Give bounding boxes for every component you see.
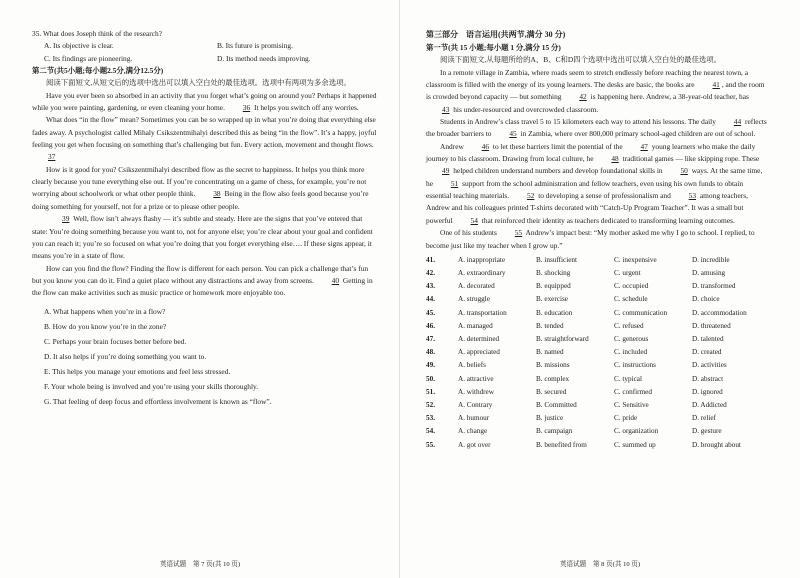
choice-number: 47. [426, 335, 435, 344]
choice-option: C. communication [614, 308, 668, 317]
paragraph-text: in Zambia, where over 800,000 primary school-aged children are out of school. [518, 129, 756, 139]
choice-option: A. humour [458, 414, 490, 423]
choice-option: D. choice [692, 295, 720, 304]
choice-option: C. inexpensive [614, 255, 657, 264]
choice-option: B. secured [536, 387, 567, 396]
cloze-paragraph [426, 116, 770, 141]
choice-number: 48. [426, 348, 435, 357]
option-item: F. Your whole being is involved and you’re using your skills thoroughly. [44, 381, 259, 391]
paragraph-text: is happening here. Andrew, a 38-year-old teacher, has [588, 92, 749, 102]
paragraph-text: Have you ever been so absorbed in an activity that you forget what’s going on around you? Perhaps it happened while you were painting, gardening, or even cleaning your home. [32, 90, 377, 113]
choice-option: C. schedule [614, 295, 648, 304]
blank-55: 55 [514, 228, 523, 238]
choice-option: A. managed [458, 321, 493, 330]
choice-row [426, 386, 770, 399]
blank-46: 46 [481, 141, 490, 151]
section1-title: 第一节(共 15 小题;每小题 1 分,满分 15 分) [426, 43, 561, 52]
choice-number: 43. [426, 282, 435, 291]
cloze-paragraph [426, 67, 770, 116]
option-item: A. What happens when you’re in a flow? [44, 306, 166, 316]
choice-option: C. refused [614, 321, 644, 330]
choice-option: D. incredible [692, 255, 730, 264]
paragraph-text: reflects the broader barriers to [426, 117, 767, 139]
paragraph-text: his under-resourced and overcrowded classroom. [451, 104, 599, 114]
choice-option: B. campaign [536, 427, 573, 436]
choice-option: A. decorated [458, 282, 495, 291]
choice-option: D. talented [692, 335, 724, 344]
left-passage-paragraph [32, 213, 378, 262]
q35-option-c: C. Its findings are pioneering. [44, 53, 133, 63]
choice-option: B. insufficient [536, 255, 577, 264]
part3-title: 第三部分 语言运用(共两节,满分 30 分) [426, 30, 566, 39]
choice-row [426, 254, 770, 267]
paragraph-text: One of his students [440, 228, 499, 238]
left-passage-paragraph [32, 164, 378, 213]
choice-option: D. created [692, 348, 722, 357]
blank-37: 37 [48, 152, 56, 162]
choice-option: B. equipped [536, 282, 571, 291]
paragraph-text: Getting in the flow can make activities such as music practice or homework more enjoyable too. [32, 275, 373, 298]
blank-49: 49 [442, 166, 450, 176]
q35-option-a: A. Its objective is clear. [44, 41, 114, 51]
choice-row [426, 399, 770, 412]
paragraph-text: It helps you switch off any worries. [252, 103, 359, 113]
choice-option: C. typical [614, 374, 642, 383]
paragraph-text: helped children understand numbers and develop foundational skills in [451, 166, 665, 176]
page-footer-left: 英语试题 第 7 页(共 10 页) [159, 561, 241, 568]
choice-option: B. benefited from [536, 440, 587, 449]
choice-option: C. urgent [614, 269, 641, 278]
blank-52: 52 [526, 191, 535, 201]
blank-51: 51 [450, 178, 459, 188]
choice-option: A. withdrew [458, 387, 494, 396]
right-page [400, 0, 800, 578]
choice-option: A. extraordinary [458, 269, 506, 278]
blank-47: 47 [640, 141, 648, 151]
left-passage-paragraph [32, 114, 378, 163]
choice-row [426, 412, 770, 425]
paragraph-text: What does “in the flow” mean? Sometimes you can be so wrapped up in what you’re doing that everything else fades away. A psychologist called Mihaly Csikszentmihalyi described this as being “in the flow”. It’s a happy, joyful feeling you get when focusing on something that’s challenging but fun. Every action, movement and thought flows. [32, 115, 377, 150]
paragraph-text: that reinforced their identity as teachers dedicated to transforming learning outcomes. [479, 215, 735, 225]
paragraph-text: Well, flow isn’t always flashy — it’s subtle and steady. Here are the signs that you’ve entered that state: You’re doing something because you want to, not for anyone else; you’re clear about your goal and confident you can reach it; you’re so focused on what you’re doing that you forget everything else…. If these signs appear, it means you’re in a state of flow. [32, 214, 373, 261]
option-item: C. Perhaps your brain focuses better before bed. [44, 336, 187, 346]
choice-number: 53. [426, 414, 435, 423]
choice-option: A. determined [458, 335, 500, 344]
choice-option: D. abstract [692, 374, 724, 383]
choice-option: C. pride [614, 414, 638, 423]
choice-option: D. Addicted [692, 401, 727, 410]
choice-option: A. change [458, 427, 488, 436]
blank-44: 44 [733, 117, 742, 127]
blank-43: 43 [442, 104, 450, 114]
choice-option: B. Committed [536, 401, 577, 410]
paragraph-text: young learners who make the daily journey to his classroom. Drawing from local culture, he [426, 141, 756, 164]
choice-option: B. exercise [536, 295, 568, 304]
section1-instructions: 阅读下面短文,从每题所给的A、B、C和D四个选项中选出可以填入空白处的最佳选项。 [440, 55, 722, 65]
choice-option: B. missions [536, 361, 570, 370]
choice-option: B. tended [536, 321, 564, 330]
choice-number: 42. [426, 269, 435, 278]
paragraph-text: to let these barriers limit the potential of the [491, 141, 625, 151]
blank-42: 42 [579, 92, 587, 102]
cloze-passage [426, 67, 770, 252]
option-item: G. That feeling of deep focus and effortless involvement is known as “flow”. [44, 396, 272, 406]
choice-option: A. Contrary [458, 401, 493, 410]
left-passage-paragraph [32, 90, 378, 115]
choice-number: 50. [426, 374, 435, 383]
choice-option: B. justice [536, 414, 564, 423]
paragraph-text: In a remote village in Zambia, where roads seem to stretch endlessly before reaching the nearest town, a classroom is filled with the energy of its young learners. The desks are basic, the books are [426, 67, 749, 90]
paragraph-text: to developing a sense of professionalism and [536, 191, 673, 201]
choice-row [426, 359, 770, 372]
choice-option: D. transformed [692, 282, 736, 291]
choice-row [426, 280, 770, 293]
q35-option-d: D. Its method needs improving. [217, 53, 311, 63]
paragraph-text: support from the school administration and fellow teachers, even using his own funds to obtain essential teaching materials. [426, 178, 744, 201]
choice-option: D. accommodation [692, 308, 747, 317]
choice-option: D. threatened [692, 321, 731, 330]
choice-option: C. organization [614, 427, 659, 436]
seven-choose-five-options [32, 304, 378, 409]
choice-option: D. amusing [692, 269, 726, 278]
choice-row [426, 320, 770, 333]
left-passage-paragraph [32, 263, 378, 300]
choice-option: C. included [614, 348, 648, 357]
choice-number: 55. [426, 440, 435, 449]
choice-option: C. confirmed [614, 387, 652, 396]
option-item: B. How do you know you’re in the zone? [44, 321, 167, 331]
option-item: E. This helps you manage your emotions and feel less stressed. [44, 366, 231, 376]
choice-number: 51. [426, 387, 435, 396]
paragraph-text: , and the room is crowded beyond capacity — but something [426, 80, 765, 102]
blank-41: 41 [712, 80, 720, 90]
paragraph-text: Andrew’s impact best: “My mother asked me why I go to school. I replied, to become just like my teacher when I grow up.” [426, 228, 755, 250]
paragraph-text: Being in the flow also feels good because you’re doing something for yourself, not for a prize or to please other people. [32, 189, 369, 211]
blank-39: 39 [62, 214, 70, 224]
page-footer-right: 英语试题 第 8 页(共 10 页) [559, 561, 641, 568]
left-passage [32, 90, 378, 300]
choice-option: A. inappropriate [458, 255, 506, 264]
paragraph-text: How is it good for you? Csikszentmihalyi described flow as the secret to happiness. It helps you think more clearly because you tune everything else out. If you’re concentrating on a game of chess, for example, you’re not worrying about schoolwork or what other people think. [32, 164, 367, 199]
cloze-paragraph [426, 141, 770, 227]
choice-option: A. appreciated [458, 348, 500, 357]
paragraph-text: How can you find the flow? Finding the flow is different for each person. You can pick a challenge that’s fun but you know you can do it. Find a quiet place without any distractions and away from screens. [32, 263, 369, 285]
choice-row [426, 267, 770, 280]
paragraph-text: among teachers, Andrew and his colleagues printed T-shirts decorated with “Catch-Up Program Teacher”. It was a small but powerful [426, 191, 748, 225]
choice-option: A. got over [458, 440, 491, 449]
blank-54: 54 [470, 215, 478, 225]
choice-option: D. ignored [692, 387, 723, 396]
q35-options-row-1 [32, 40, 378, 52]
choice-number: 49. [426, 361, 435, 370]
choice-row [426, 307, 770, 320]
cloze-paragraph [426, 227, 770, 252]
choice-number: 54. [426, 427, 435, 436]
blank-53: 53 [688, 191, 697, 201]
paragraph-text: ways. At the same time, he [426, 166, 763, 188]
choice-row [426, 425, 770, 438]
choice-row [426, 373, 770, 386]
choice-option: D. activities [692, 361, 727, 370]
blank-36: 36 [242, 103, 251, 113]
choice-option: C. occupied [614, 282, 649, 291]
choice-number: 46. [426, 321, 435, 330]
choice-option: C. Sensitive [614, 401, 649, 410]
blank-45: 45 [509, 129, 517, 139]
choice-option: B. named [536, 348, 564, 357]
section2-title: 第二节(共5小题;每小题2.5分,满分12.5分) [32, 66, 164, 76]
q35-options-row-2 [32, 53, 378, 65]
choice-row [426, 333, 770, 346]
choice-option: B. complex [536, 374, 570, 383]
blank-50: 50 [680, 166, 688, 176]
paragraph-text: Andrew [440, 141, 466, 151]
choice-option: A. beliefs [458, 361, 486, 370]
choice-option: A. transportation [458, 308, 507, 317]
q35-option-b: B. Its future is promising. [217, 41, 293, 51]
q35-stem: 35. What does Joseph think of the research? [32, 29, 162, 38]
choice-number: 45. [426, 308, 435, 317]
choice-row [426, 293, 770, 306]
blank-48: 48 [611, 154, 619, 164]
choice-number: 44. [426, 295, 435, 304]
choice-number: 52. [426, 401, 435, 410]
choice-option: B. education [536, 308, 573, 317]
choice-option: C. generous [614, 335, 649, 344]
choice-option: B. straightforward [536, 335, 589, 344]
choice-option: A. attractive [458, 374, 494, 383]
section2-instructions: 阅读下面短文,从短文后的选项中选出可以填入空白处的最佳选项。选项中有两项为多余选项。 [46, 78, 351, 88]
choice-option: A. struggle [458, 295, 490, 304]
choice-row [426, 439, 770, 452]
cloze-choices [426, 254, 770, 452]
paragraph-text: traditional games — like skipping rope. These [620, 154, 760, 164]
choice-number: 41. [426, 255, 435, 264]
choice-option: C. summed up [614, 440, 656, 449]
choice-option: D. gesture [692, 427, 722, 436]
choice-row [426, 346, 770, 359]
choice-option: D. relief [692, 414, 716, 423]
blank-38: 38 [213, 189, 221, 199]
paragraph-text: Students in Andrew’s class travel 5 to 15 kilometers each way to attend his lessons. The daily [440, 117, 718, 127]
choice-option: B. shocking [536, 269, 571, 278]
option-item: D. It also helps if you’re doing something you want to. [44, 351, 207, 361]
choice-option: C. instructions [614, 361, 656, 370]
choice-option: D. brought about [692, 440, 741, 449]
blank-40: 40 [331, 275, 340, 285]
